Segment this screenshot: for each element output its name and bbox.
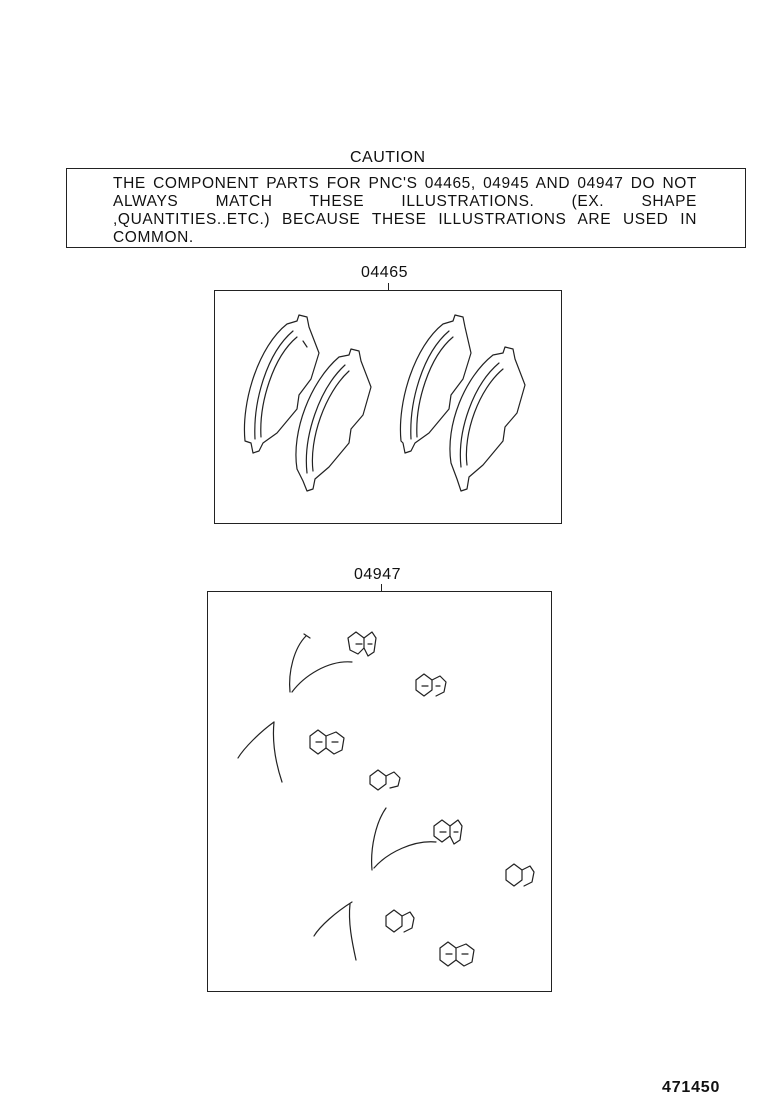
- brake-pad-4: [450, 347, 525, 491]
- pad-support-clip-1: [348, 632, 376, 656]
- fitting-kit-illustration: [208, 592, 553, 993]
- pad-support-clip-5: [434, 820, 462, 844]
- pad-support-clip-3: [310, 730, 344, 754]
- pad-support-clip-2: [416, 674, 446, 696]
- fitting-kit-panel: [207, 591, 552, 992]
- pad-support-clip-8: [440, 942, 474, 966]
- caution-box: [66, 168, 746, 248]
- anti-squeal-spring-2: [238, 722, 282, 782]
- anti-squeal-spring-3: [372, 808, 436, 870]
- anti-squeal-spring-4: [314, 902, 356, 960]
- caution-text: THE COMPONENT PARTS FOR PNC'S 04465, 04945 AND 04947 DO NOT ALWAYS MATCH THESE ILLUSTRATIONS. (EX. SHAPE ,QUANTITIES..ETC.) BECAUSE THESE ILLUSTRATIONS ARE USED IN COMMON.: [113, 175, 697, 246]
- anti-squeal-spring-1: [290, 634, 352, 692]
- caution-title: CAUTION: [350, 149, 426, 166]
- figure-number: 471450: [662, 1079, 721, 1096]
- part-label-04947: 04947: [354, 566, 401, 583]
- brake-pad-1: [244, 315, 319, 453]
- brake-pad-3: [400, 315, 471, 453]
- brake-pad-2: [296, 349, 371, 491]
- brake-pads-illustration: [215, 291, 563, 525]
- brake-pad-panel: [214, 290, 562, 524]
- part-label-04465: 04465: [361, 264, 408, 281]
- pad-support-clip-4: [370, 770, 400, 790]
- pad-support-clip-7: [386, 910, 414, 932]
- pad-support-clip-6: [506, 864, 534, 886]
